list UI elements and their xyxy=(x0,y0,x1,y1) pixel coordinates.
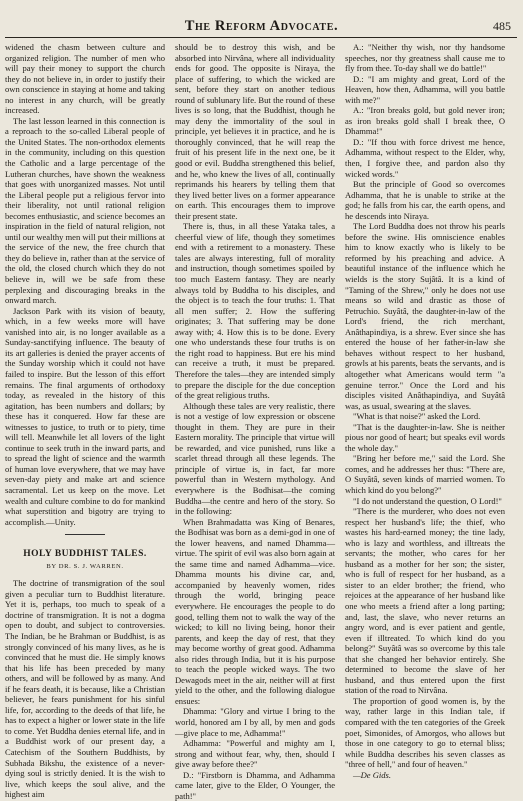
column-2 xyxy=(175,42,335,801)
signature: —De Gids. xyxy=(353,769,391,780)
masthead-rule xyxy=(5,37,517,38)
byline: BY DR. S. J. WARREN. xyxy=(46,562,124,570)
section-heading: HOLY BUDDHIST TALES. xyxy=(23,549,147,560)
paragraph: D.: "I am mighty and great, Lord of the Heaven, how then, Adhamma, will you battle with me?" xyxy=(345,73,505,105)
masthead xyxy=(0,16,523,38)
paragraph: But the principle of Good so overcomes Adhamma, that he is unable to strike at the god; he falls from his car, the earth opens, and he descends into Niraya. xyxy=(345,179,505,221)
paragraph: The last lesson learned in this connection is a reproach to the so-called Liberal people of the United States. The non-orthodox elements in the community, including on this question the Catholic and a large percentage of the Lutheran churches, have shown the weakness that goes with unorganized masses. Not until the Liberal people put a religious fervor into their liberality, not until rational religion becomes enthusiastic, and science becomes an inspiration in the field of natural religion, not until our wealthy men will put their millions at the service of the new, the free church that they do believe in, rather than at the service of the old, the closed church which they do not believe in, will we be safe from these perplexing and discouraging breaks in the onward march. xyxy=(5,115,165,306)
paragraph: D.: "Firstborn is Dhamma, and Adhamma came later, give to the Elder, O Younger, the path!" xyxy=(175,769,335,801)
paragraph: A.: "Neither thy wish, nor thy handsome speeches, nor thy greatness shall cause me to fly from thee. To-day shall we do battle!" xyxy=(345,42,505,74)
paragraph: A.: "Iron breaks gold, but gold never iron; as iron breaks gold shall I break thee, O Dhamma!" xyxy=(345,105,505,137)
paragraph: Jackson Park with its vision of beauty, which, in a few weeks more will have vanished into air, is no longer available as a Sunday-sanctifying influence. The beauty of its art galleries is denied the prayer accents of the Sunday worship which it could not have failed to inspire. But the lesson of this effort remains. The final arguments of orthodoxy today, as revealed in the history of this agitation, has been numbers and dollars; by these has it conquered. How far these are witnesses to justice, to truth or to piety, time will tell. Meanwhile let all lovers of the light continue to seek truth in the inward parts, and to spread the light of science and the warmth of human love everywhere, that we may have seven-day piety and make art and science sacramental. Let us keep on the move. Let wealth and culture combine to do for mankind what superstition and bigotry are trying to accomplish.—Unity. xyxy=(5,305,165,527)
paragraph: The proportion of good women is, by the way, rather large in this Indian tale, if compared with the ten categories of the Greek poet, Simonides, of Amorgos, who allows but those in one category to go to eternal bliss; while Buddha describes his seven classes as "three of hell," and four of heaven." xyxy=(345,695,505,770)
paragraph: widened the chasm between culture and organized religion. The number of men who will pay their money to support the church they do not believe in, in order to justify their own conscience in staying at home and taking no interest in any church, will be greatly increased. xyxy=(5,42,165,116)
paragraph: D.: "If thou with force drivest me hence, Adhamma, without respect to the Elder, why, then, I forgive thee, and pardon also thy wicked words." xyxy=(345,136,505,179)
paragraph: Dhamma: "Glory and virtue I bring to the world, honored am I by all, by men and gods—give place to me, Adhamma!" xyxy=(175,706,335,738)
paragraph: The doctrine of transmigration of the soul given a peculiar turn to Buddhist literature. Yet it is, perhaps, too much to speak of a doctrine of transmigration. It is not a dogma open to doubt, and subject to controversies. The Indian, be he Brahman or Buddhist, is as strongly convinced of his many lives, as he is convinced that he must die. He simply knows that his life has been preceded by many others, and will be followed by as many. And if he fears death, it is because, like a Christian believer, he fears punishment for his sinful life, for, according to the deeds of that life, he has to expect a higher or lower state in the life to come. Yet Buddha denies eternal life, and in a Buddhist work of our present day, a Catechism of the Southern Buddhists, by Subhada Bikshu, the existence of a never-dying soul is strictly denied. It is the wish to live, which keeps the soul alive, and the highest aim xyxy=(5,578,165,800)
column-3 xyxy=(345,42,505,780)
paragraph: When Brahmadatta was King of Benares, the Bodhisat was born as a demi-god in one of the lower heavens, and named Dhamma—virtue. The spirit of evil was also born again at the same time and named Adhamma—vice. Dhamma mounts his divine car, and, accompanied by heavenly women, rides through the world, bringing peace everywhere. He encourages the people to do good, telling them not to walk the way of the wicked; to kill no living being, honor their parents, and keep the day of rest, that they may become worthy of great good. Adhamma also rides through India, but it is his purpose to teach the people wicked ways. The two Dewagods meet in the air, neither will at first yield to the other, and the following dialogue ensues: xyxy=(175,516,335,706)
paragraph: "That is the daughter-in-law. She is neither pious nor good of heart; but speaks evil words the whole day." xyxy=(345,421,505,453)
paragraph: There is, thus, in all these Yataka tales, a cheerful view of life, though they sometimes end with a retirement to a monastery. These tales are always interesting, full of morality and instruction, though sometimes spoiled by too much Eastern fantasy. They are nearly always told by Buddha to his disciples, and the object is to teach the four truths: 1. That all men suffer; 2. How the suffering originates; 3. That suffering may be done away with; 4. How this is to be done. Every one who understands these four truths is on the right road to happiness. But ere his mind can receive a truth, it must be prepared. Therefore the tales—they are intended simply to prepare the disciple for the due conception of the great religious truths. xyxy=(175,221,335,401)
page-number: 485 xyxy=(493,19,511,33)
paragraph: Although these tales are very realistic, there is not a vestige of low expression or obscene thought in them. They are pure in their Eastern morality. The principle that virtue will be rewarded, and vice punished, runs like a scarlet thread through all these legends. The principle of virtue is, in fact, far more powerful than in Western mythology. And everywhere is the Bodhisat—the coming Buddha—the centre and hero of the story. So in the following: xyxy=(175,400,335,517)
paragraph: should be to destroy this wish, and be absorbed into Nirvâna, where all individuality ends for good. The opposite is Niraya, the place of suffering, to which the wicked are sent, before they start on another tedious round of sublunary life. But the round of these lives is so long, that the Buddhist, though he may deny the immortality of the soul in principle, yet believes it in practice, and he is thoroughly convinced, that he will reap the fruit of his present life in the next one, be it good or evil. Buddha strengthened this belief, and he, who knew the lives of all, continually reprimands his hearers by telling them that they lived better lives on a former appearance on earth. This encourages them to improve their present state. xyxy=(175,42,335,221)
paragraph: "There is the murderer, who does not even respect her husband's life; the thief, who wastes his hard-earned money; the tine lady, who is lazy and worthless, and illtreats the servants; the mother, who cares for her husband as a mother for her son; the sister, who is full of respect for her husband, as a sister to an elder brother; the friend, who rejoices at the appearance of her husband like one who meets a friend after a long parting; and, last, the slave, who never returns an angry word, and is ever patient and gentle, even if illtreated. To which kind do you belong?" Suyâtâ was so overcome by this tale that she changed her behavior entirely. She determined to become the slave of her husband, and thus entered upon the first station of the road to Nirvâna. xyxy=(345,506,505,696)
paragraph: "Bring her before me," said the Lord. She comes, and he addresses her thus: "There are, O Suyâtâ, seven kinds of married women. To which kind do you belong?" xyxy=(345,453,505,495)
paragraph: Adhamma: "Powerful and mighty am I, strong and without fear, why, then, should I give away before thee?" xyxy=(175,738,335,770)
paragraph: The Lord Buddha does not throw his pearls before the swine. His omniscience enables him to know exactly who is likely to be reformed by his preaching and advice. A beautiful instance of the influence which he wields is the story Sujâtâ. It is a kind of "Taming of the Shrew," only he does not use means so wild and drastic as those of Petruchio. Suyâtâ, the daughter-in-law of the Lord's friend, the rich merchant, Anâthapindiya, is a shrew. Ever since she has entered the house of her father-in-law she behaves without respect to her husband, growls at his parents, beats the servants, and is altogether what Americans would term "a genuine terror." Once the Lord and his disciples visited Anâthapindiya, and Suyâtâ was, as usual, swearing at the slaves. xyxy=(345,221,505,411)
column-1 xyxy=(5,42,165,800)
paragraph: "What is that noise?" asked the Lord. xyxy=(353,411,481,422)
journal-title: The Reform Advocate. xyxy=(184,18,339,34)
article-divider xyxy=(65,534,105,535)
paragraph: "I do not understand the question, O Lord!" xyxy=(353,495,502,506)
